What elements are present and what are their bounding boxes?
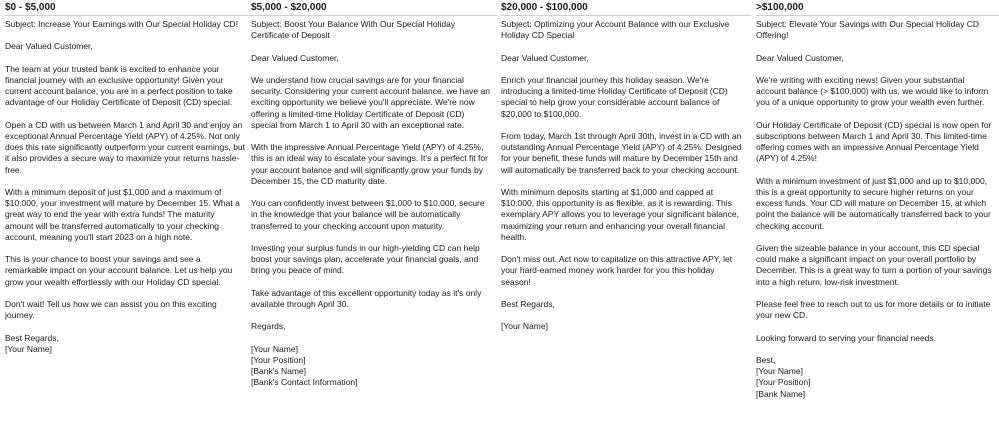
signature-line: [Your Position]	[756, 377, 811, 388]
signature-line: [Your Name]	[5, 343, 52, 354]
signature-line: [Your Position]	[251, 354, 306, 365]
letter-paragraph: Looking forward to serving your financial needs.	[756, 332, 937, 343]
letter-subject: Subject: Optimizing your Account Balance with our Exclusive Holiday CD Special	[501, 19, 730, 41]
letter-paragraph: From today, March 1st through April 30th, invest in a CD with an outstanding Annual Percentage Yield (APY) of 4.25%. Designed for your benefit, these funds will mature by December 15th and will automatically be transferred back to your checking account.	[501, 130, 742, 175]
letter-salutation: Dear Valued Customer,	[251, 52, 339, 63]
letter-paragraph: Don't miss out. Act now to capitalize on this attractive APY, let your hard-earned money work harder for you this holiday season!	[501, 254, 733, 287]
letter-paragraph: With a minimum deposit of just $1,000 and a maximum of $10,000, your investment will mature by December 15. What a great way to end the year with extra funds! The maturity amount will be transferred automatically to your checking account, meaning you'll start 2023 on a high note.	[5, 186, 240, 242]
letter-paragraph: With minimum deposits starting at $1,000 and capped at $10,000, this opportunity is as flexible, as it is rewarding. This exemplary APY allows you to leverage your significant balance, maximizing your return and enhancing your overall financial health.	[501, 186, 739, 242]
signature-line: [Bank's Name]	[251, 366, 307, 377]
signature-line: [Bank Name]	[756, 388, 806, 399]
letter-closing: Regards,	[251, 321, 286, 332]
letter-paragraph: Open a CD with us between March 1 and April 30 and enjoy an exceptional Annual Percentage Yield (APY) of 4.25%. Not only does this rate significantly outperform your current earnings, but it also provides a secure way to maximize your returns hassle-free.	[5, 119, 246, 175]
letter-paragraph: Please feel free to reach out to us for more details or to initiate your new CD.	[756, 298, 991, 321]
letter-paragraph: Given the sizeable balance in your account, this CD special could make a significant impact on your overall portfolio by December. This is a great way to turn a portion of your savings into a high return, low-risk investment.	[756, 242, 992, 287]
letter-salutation: Dear Valued Customer,	[501, 52, 589, 63]
letter-paragraph: You can confidently invest between $1,000 to $10,000, secure in the knowledge that your balance will be automatically transferred to your checking account upon maturity.	[251, 198, 485, 231]
letter-paragraph: With the impressive Annual Percentage Yield (APY) of 4.25%, this is an ideal way to escalate your savings. It's a perfect fit for your account balance and will significantly grow your funds by December 15, the CD maturity date.	[251, 142, 488, 186]
letter-signoff	[756, 355, 996, 400]
signature-line: [Your Name]	[756, 366, 803, 377]
letter-salutation: Dear Valued Customer,	[5, 41, 93, 52]
letter-paragraph: Investing your surplus funds in our high-yielding CD can help boost your savings plan, accelerate your financial goals, and bring you peace of mind.	[251, 242, 480, 276]
letter-signature	[501, 321, 745, 332]
letter-paragraph: Take advantage of this excellent opportunity today as it's only available through April 30.	[251, 287, 482, 309]
letter-body	[5, 16, 245, 355]
letter-paragraph: With a minimum investment of just $1,000 and up to $10,000, this is a great opportunity to secure higher returns on your excess funds. Your CD will mature on December 15, at which point the balance will be automatically transferred back to your checking account.	[756, 175, 991, 231]
letter-body	[756, 16, 996, 400]
letter-subject: Subject: Boost Your Balance With Our Special Holiday Certificate of Deposit	[251, 19, 456, 41]
letter-signature	[251, 344, 491, 389]
letter-paragraph: The team at your trusted bank is excited to enhance your financial journey with an exclusive opportunity! Given your current account balance, you are in a perfect position to take advantage of our Holiday Certificate of Deposit (CD) special.	[5, 63, 233, 108]
letter-column-tier-2	[251, 0, 491, 389]
balance-tier-header: $0 - $5,000	[5, 0, 251, 16]
letter-paragraph: Enrich your financial journey this holiday season. We're introducing a limited-time Holiday Certificate of Deposit (CD) special to help grow your considerable account balance of $20,000 to $100,000.	[501, 74, 728, 119]
letter-paragraph: This is your chance to boost your savings and see a remarkable impact on your account balance. Let us help you grow your wealth effortlessly with our Holiday CD special.	[5, 254, 233, 287]
balance-tier-header: $20,000 - $100,000	[501, 0, 751, 16]
letter-paragraph: We understand how crucial savings are for your financial security. Considering your current account balance, we have an exciting opportunity we believe you'll appreciate. We're now offering a limited-time Holiday Certificate of Deposit (CD) special from March 1 to April 30 with an exceptional rate.	[251, 74, 490, 130]
letter-closing: Best,	[756, 354, 776, 365]
letter-paragraph: We're writing with exciting news! Given your substantial account balance (> $100,000) with us, we would like to inform you of a unique opportunity to grow your wealth even further.	[756, 74, 989, 108]
letter-subject: Subject: Increase Your Earnings with Our Special Holiday CD!	[5, 19, 238, 29]
balance-tier-header: $5,000 - $20,000	[251, 0, 497, 16]
letter-salutation: Dear Valued Customer,	[756, 52, 844, 63]
signature-line: [Your Name]	[501, 321, 548, 332]
letter-signoff	[5, 333, 245, 355]
balance-tier-header: >$100,000	[756, 0, 999, 16]
letter-closing: Best Regards,	[5, 332, 59, 343]
signature-line: [Your Name]	[251, 343, 298, 354]
letter-column-tier-1	[5, 0, 245, 355]
letter-closing: Best Regards,	[501, 298, 555, 309]
letter-body	[251, 16, 491, 389]
letter-column-tier-4	[756, 0, 996, 400]
letter-subject: Subject: Elevate Your Savings with Our Special Holiday CD Offering!	[756, 19, 980, 41]
letter-paragraph: Don't wait! Tell us how we can assist you on this exciting journey.	[5, 298, 217, 321]
signature-line: [Bank's Contact Information]	[251, 377, 358, 388]
letter-body	[501, 16, 745, 333]
letter-column-tier-3	[501, 0, 745, 333]
letter-paragraph: Our Holiday Certificate of Deposit (CD) special is now open for subscriptions between March 1 and April 30. This limited-time offering comes with an impressive Annual Percentage Yield (APY) of 4.25%!	[756, 119, 992, 164]
